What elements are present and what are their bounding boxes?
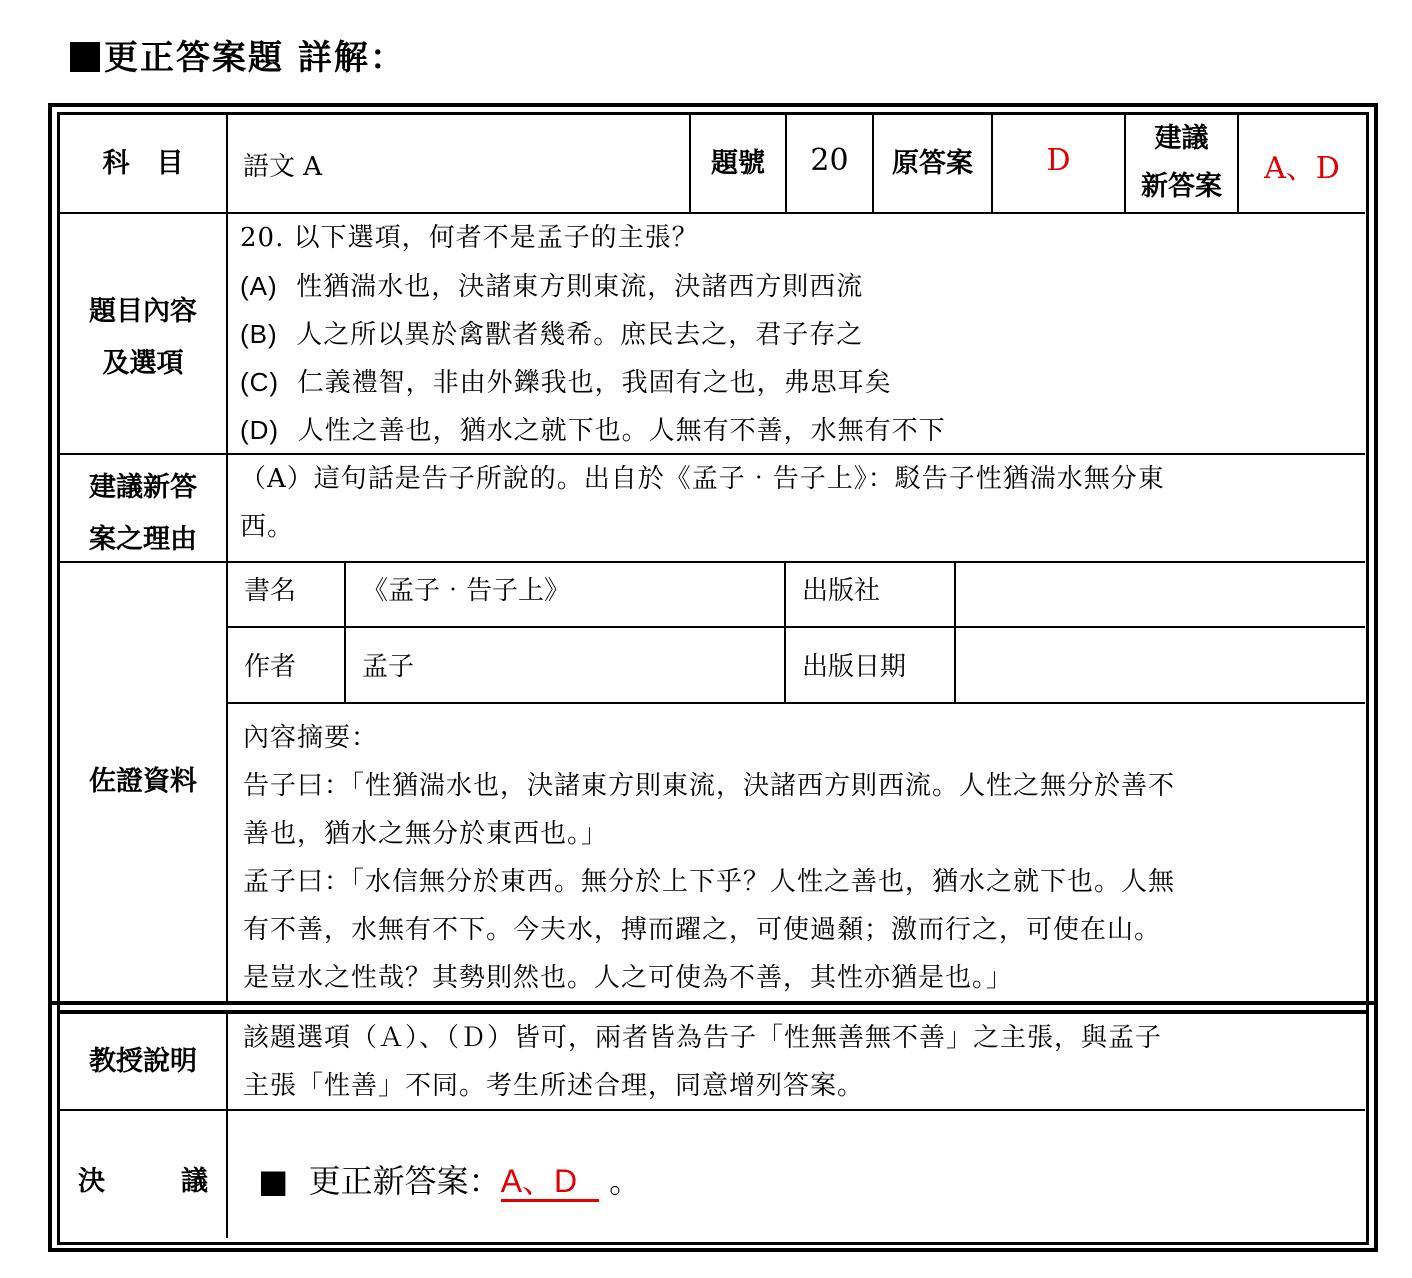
divider: [228, 626, 1365, 628]
original-answer-value: D: [1046, 143, 1071, 178]
original-answer-label: 原答案: [892, 148, 973, 179]
decision-label-left: 決: [78, 1166, 105, 1197]
publisher-label: 出版社: [802, 576, 881, 606]
decision-label-right: 議: [181, 1166, 208, 1197]
option-text: 人之所以異於禽獸者幾希。庶民去之，君子存之: [296, 320, 864, 350]
question-stem: 20. 以下選項，何者不是孟子的主張？: [240, 223, 699, 253]
professor-content: [243, 1014, 1162, 1110]
book-value: 《孟子‧告子上》: [362, 576, 571, 606]
black-square-icon: [70, 42, 100, 72]
summary-content: [243, 714, 1175, 1002]
option-text: 性猶湍水也，決諸東方則東流，決諸西方則西流: [296, 272, 864, 302]
subject-label: 科 目: [102, 148, 184, 179]
page-title: [70, 30, 406, 79]
page-title-text: 更正答案題 詳解：: [104, 38, 406, 78]
option-d: [240, 406, 946, 454]
question-content: [240, 214, 946, 454]
decision-label: [78, 1156, 208, 1208]
summary-line: 告子曰：「性猶湍水也，決諸東方則東流，決諸西方則西流。人性之無分於善不: [243, 771, 1176, 801]
option-key: (B): [240, 319, 278, 349]
option-b: [240, 310, 946, 358]
divider: [228, 702, 1365, 704]
decision-prefix: 更正新答案：: [308, 1162, 501, 1200]
author-value: 孟子: [362, 652, 415, 682]
option-key: (D): [240, 415, 280, 445]
suggested-answer-label: [1126, 115, 1237, 211]
option-key: (A): [240, 271, 278, 301]
option-a: [240, 262, 946, 310]
professor-label: 教授說明: [89, 1046, 197, 1077]
summary-line: 孟子曰：「水信無分於東西。無分於上下乎？人性之善也，猶水之就下也。人無: [243, 867, 1176, 897]
evidence-label: 佐證資料: [89, 766, 197, 797]
question-label-line1: 題目內容: [89, 296, 197, 327]
book-label: 書名: [244, 576, 297, 606]
option-c: [240, 358, 946, 406]
option-text: 仁義禮智，非由外鑠我也，我固有之也，弗思耳矣: [297, 368, 892, 398]
question-label: [60, 286, 226, 390]
summary-line: 是豈水之性哉？其勢則然也。人之可使為不善，其性亦猶是也。」: [243, 963, 1014, 993]
decision-answer: A、D: [501, 1163, 599, 1202]
reason-label-line2: 案之理由: [89, 524, 197, 555]
question-label-line2: 及選項: [102, 348, 184, 379]
divider: [226, 1012, 228, 1238]
suggested-answer-label-line2: 新答案: [1141, 171, 1222, 202]
reason-line: （A）這句話是告子所說的。出自於《孟子‧告子上》：駁告子性猶湍水無分東: [240, 464, 1165, 494]
suggested-answer-label-line1: 建議: [1154, 123, 1209, 154]
divider: [226, 115, 228, 1005]
summary-line: 善也，猶水之無分於東西也。」: [243, 819, 609, 849]
divider: [784, 562, 786, 703]
question-no-label: 題號: [711, 148, 765, 179]
subject-value: 語文 A: [243, 152, 323, 182]
pub-date-label: 出版日期: [802, 652, 907, 682]
option-key: (C): [240, 367, 280, 397]
divider: [954, 562, 956, 703]
question-no-value: 20: [810, 143, 849, 178]
summary-line: 內容摘要：: [243, 723, 379, 753]
professor-line: 主張「性善」不同。考生所述合理，同意增列答案。: [243, 1071, 865, 1101]
reason-content: [240, 455, 1165, 551]
divider: [344, 562, 346, 703]
reason-label-line1: 建議新答: [89, 472, 197, 503]
option-text: 人性之善也，猶水之就下也。人無有不善，水無有不下: [297, 416, 946, 446]
decision-suffix: 。: [609, 1162, 642, 1200]
suggested-answer-value: A、D: [1264, 151, 1340, 186]
professor-line: 該題選項（Ａ）、（Ｄ）皆可，兩者皆為告子「性無善無不善」之主張，與孟子: [243, 1023, 1163, 1053]
reason-line: 西。: [240, 512, 295, 542]
black-square-icon: ■: [258, 1162, 289, 1200]
divider: [60, 561, 1365, 563]
author-label: 作者: [244, 652, 297, 682]
decision-content: [258, 1156, 641, 1202]
summary-line: 有不善，水無有不下。今夫水，搏而躍之，可使過顙；激而行之，可使在山。: [243, 915, 1162, 945]
reason-label: [60, 462, 226, 566]
